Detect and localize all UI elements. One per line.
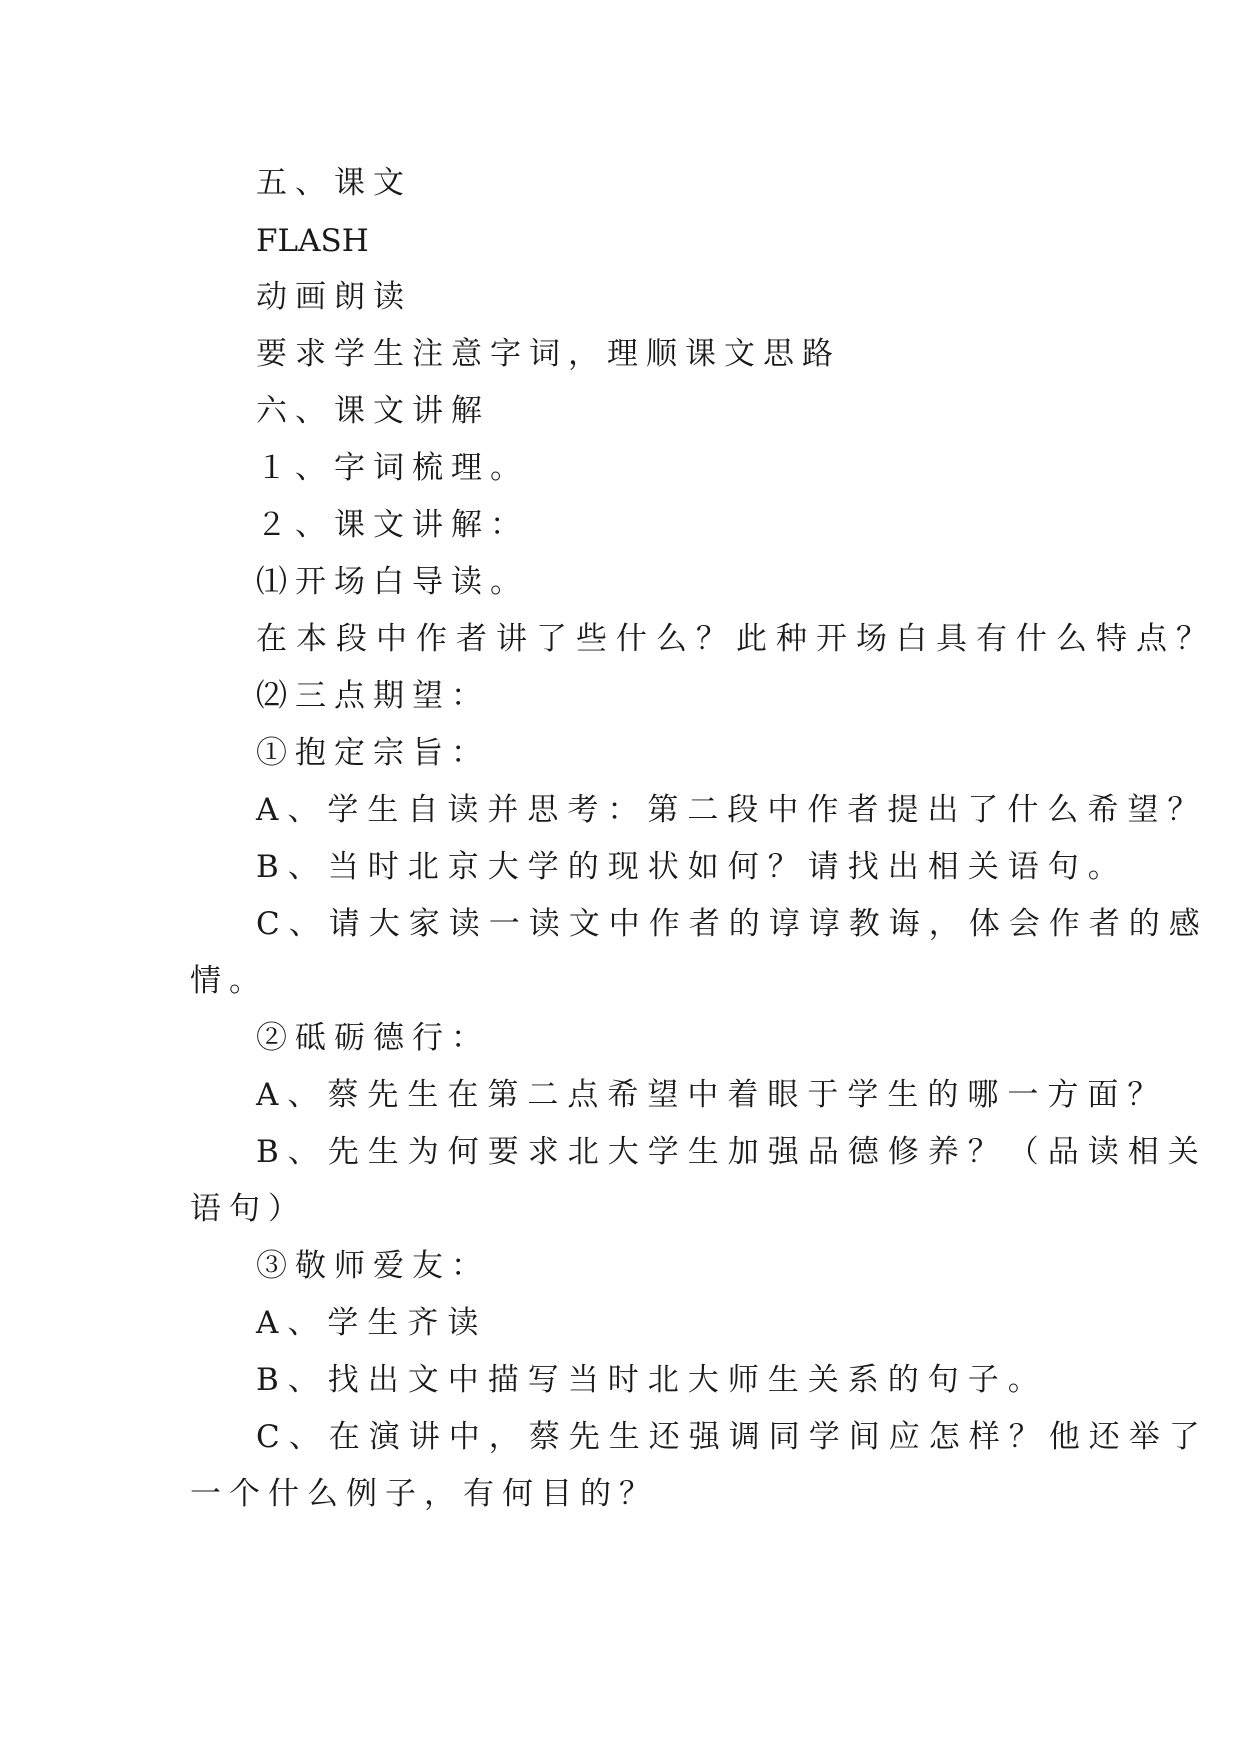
text-line: C、请大家读一读文中作者的谆谆教诲，体会作者的感 [256, 906, 1209, 942]
text-line: １、字词梳理。 [256, 450, 529, 486]
text-line: A、学生自读并思考：第二段中作者提出了什么希望？ [256, 792, 1208, 828]
text-line: ⑵三点期望： [256, 678, 490, 714]
text-line: 一个什么例子，有何目的？ [190, 1476, 658, 1512]
text-line: B、找出文中描写当时北大师生关系的句子。 [256, 1362, 1048, 1398]
text-line: ③敬师爱友： [256, 1248, 490, 1284]
text-line: FLASH [256, 223, 369, 259]
text-line: 动画朗读 [256, 279, 412, 315]
text-line: C、在演讲中，蔡先生还强调同学间应怎样？他还举了 [256, 1419, 1209, 1455]
text-line: ２、课文讲解： [256, 507, 529, 543]
text-line: A、学生齐读 [256, 1305, 488, 1341]
text-line: 要求学生注意字词，理顺课文思路 [256, 336, 841, 372]
section-heading-text: 五、课文 [256, 165, 412, 201]
section-heading-lecture: 六、课文讲解 [256, 393, 490, 429]
text-line: 情。 [190, 963, 268, 999]
text-line: B、先生为何要求北大学生加强品德修养？（品读相关 [256, 1134, 1208, 1170]
text-line: ⑴开场白导读。 [256, 564, 529, 600]
text-line: A、蔡先生在第二点希望中着眼于学生的哪一方面？ [256, 1077, 1168, 1113]
text-line: ①抱定宗旨： [256, 735, 490, 771]
text-line: ②砥砺德行： [256, 1020, 490, 1056]
text-line: 在本段中作者讲了些什么？此种开场白具有什么特点？ [256, 621, 1216, 657]
text-line: 语句） [190, 1191, 307, 1227]
text-line: B、当时北京大学的现状如何？请找出相关语句。 [256, 849, 1128, 885]
